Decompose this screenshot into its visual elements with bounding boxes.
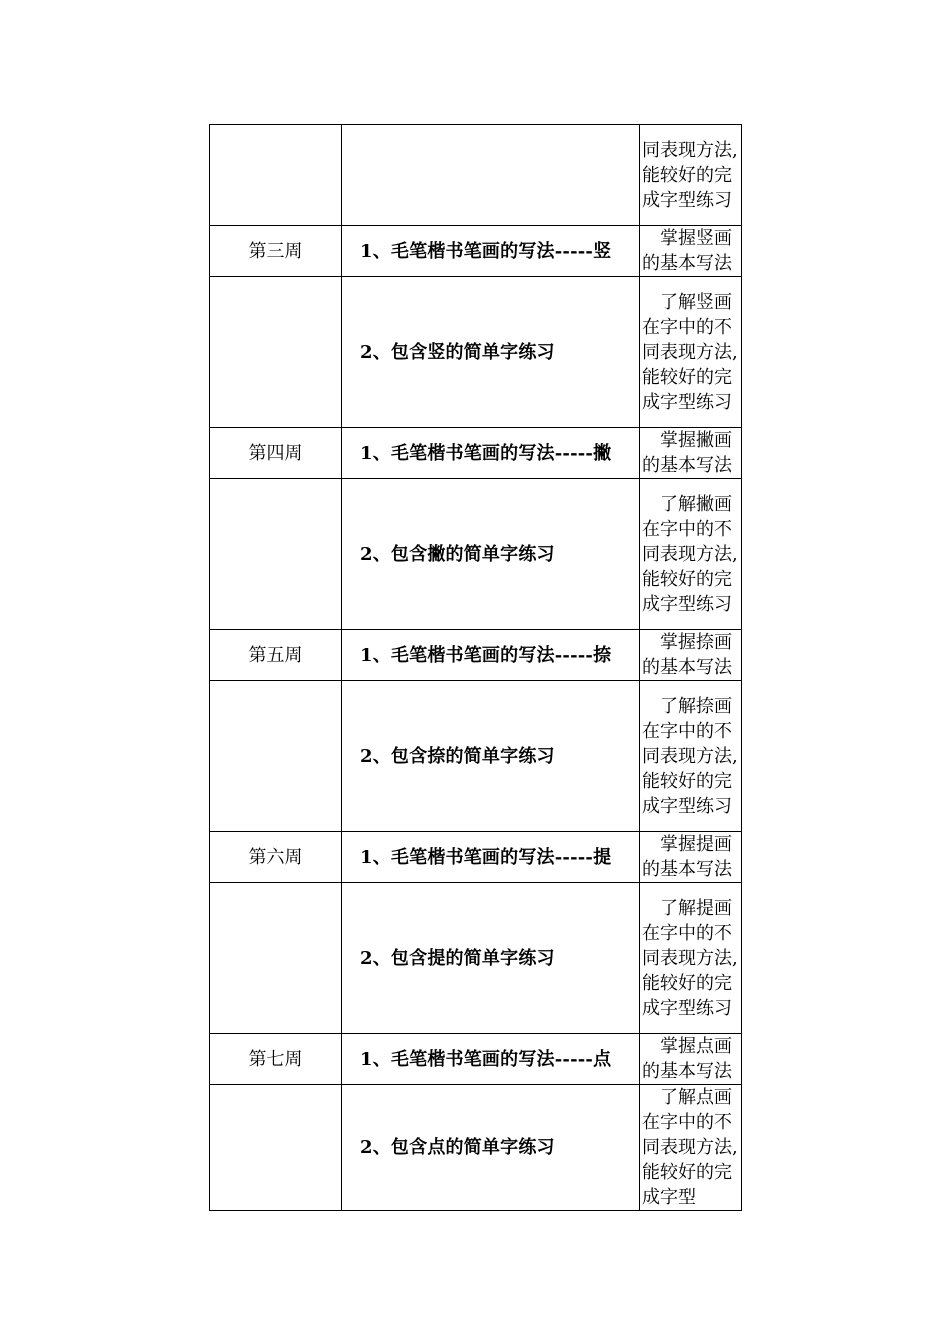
goal-cell: 同表现方法,能较好的完成字型练习 <box>640 125 742 226</box>
week-cell <box>210 479 342 630</box>
content-cell: 2、包含提的简单字练习 <box>342 883 640 1034</box>
goal-cell: 了解竖画在字中的不同表现方法,能较好的完成字型练习 <box>640 277 742 428</box>
table-row <box>210 630 742 681</box>
week-cell <box>210 277 342 428</box>
content-cell <box>342 125 640 226</box>
goal-cell: 掌握撇画的基本写法 <box>640 428 742 479</box>
table-row <box>210 1034 742 1085</box>
goal-cell: 掌握捺画的基本写法 <box>640 630 742 681</box>
table-row <box>210 883 742 1034</box>
table-row <box>210 428 742 479</box>
goal-cell: 了解捺画在字中的不同表现方法,能较好的完成字型练习 <box>640 681 742 832</box>
table-row <box>210 226 742 277</box>
content-cell: 1、毛笔楷书笔画的写法-----点 <box>342 1034 640 1085</box>
week-cell: 第四周 <box>210 428 342 479</box>
week-cell: 第三周 <box>210 226 342 277</box>
lesson-plan-table <box>209 124 742 1211</box>
table-row <box>210 681 742 832</box>
content-cell: 1、毛笔楷书笔画的写法-----撇 <box>342 428 640 479</box>
table-row <box>210 832 742 883</box>
week-cell <box>210 125 342 226</box>
week-cell: 第七周 <box>210 1034 342 1085</box>
goal-cell: 掌握点画的基本写法 <box>640 1034 742 1085</box>
table-row <box>210 125 742 226</box>
week-cell: 第六周 <box>210 832 342 883</box>
goal-cell: 掌握竖画的基本写法 <box>640 226 742 277</box>
table-row <box>210 479 742 630</box>
table-row <box>210 1085 742 1211</box>
week-cell: 第五周 <box>210 630 342 681</box>
week-cell <box>210 883 342 1034</box>
week-cell <box>210 1085 342 1211</box>
goal-cell: 掌握提画的基本写法 <box>640 832 742 883</box>
table-row <box>210 277 742 428</box>
content-cell: 1、毛笔楷书笔画的写法-----捺 <box>342 630 640 681</box>
content-cell: 2、包含竖的简单字练习 <box>342 277 640 428</box>
content-cell: 2、包含捺的简单字练习 <box>342 681 640 832</box>
goal-cell: 了解撇画在字中的不同表现方法,能较好的完成字型练习 <box>640 479 742 630</box>
content-cell: 1、毛笔楷书笔画的写法-----提 <box>342 832 640 883</box>
content-cell: 1、毛笔楷书笔画的写法-----竖 <box>342 226 640 277</box>
week-cell <box>210 681 342 832</box>
goal-cell: 了解提画在字中的不同表现方法,能较好的完成字型练习 <box>640 883 742 1034</box>
goal-cell: 了解点画在字中的不同表现方法,能较好的完成字型 <box>640 1085 742 1211</box>
content-cell: 2、包含撇的简单字练习 <box>342 479 640 630</box>
content-cell: 2、包含点的简单字练习 <box>342 1085 640 1211</box>
